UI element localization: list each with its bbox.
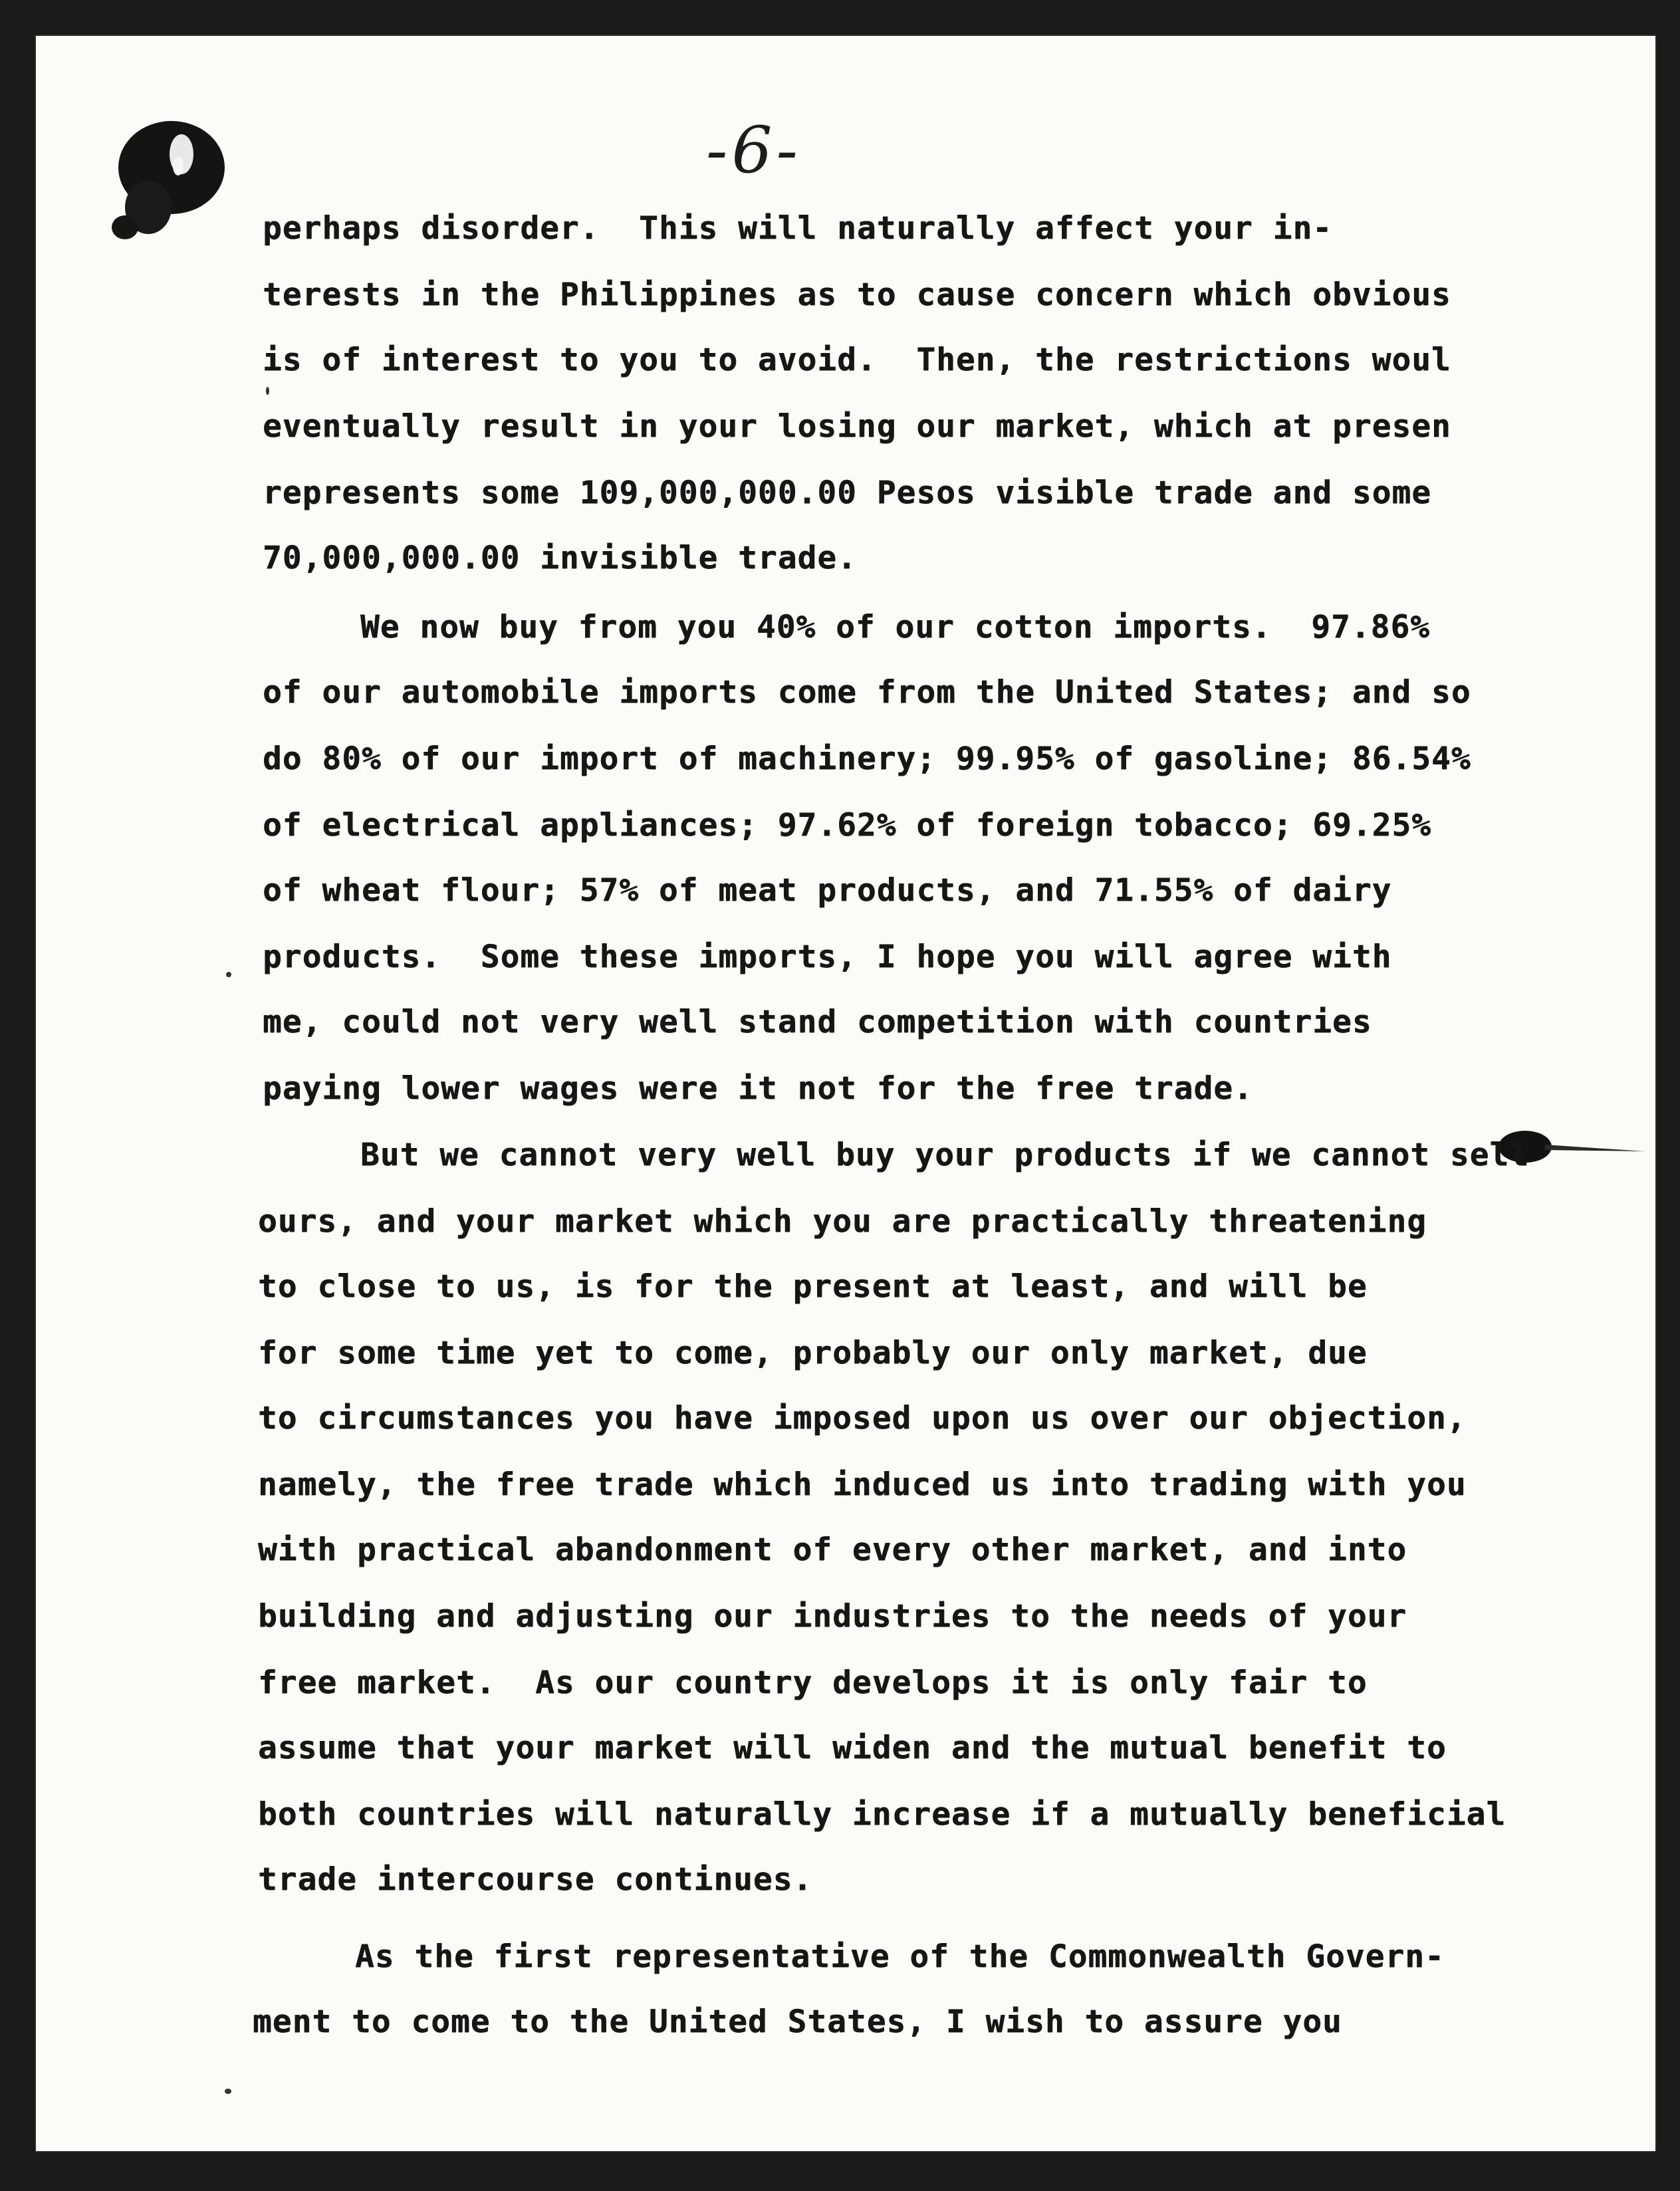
- text-line: free market. As our country develops it is only fair to: [258, 1665, 1368, 1701]
- text-line: building and adjusting our industries to the needs of your: [258, 1598, 1407, 1635]
- text-line: of our automobile imports come from the United States; and so: [263, 674, 1471, 711]
- text-line: with practical abandonment of every other market, and into: [258, 1532, 1407, 1568]
- page-number: -6-: [706, 113, 802, 187]
- text-line: to circumstances you have imposed upon us over our objection,: [258, 1400, 1467, 1437]
- text-line: perhaps disorder. This will naturally affect your in-: [263, 210, 1333, 247]
- text-line: ours, and your market which you are practically threatening: [258, 1203, 1427, 1240]
- text-line: represents some 109,000,000.00 Pesos visible trade and some: [263, 475, 1432, 511]
- text-line: paying lower wages were it not for the free trade.: [263, 1070, 1253, 1107]
- ink-speck: [225, 2089, 231, 2094]
- text-line: for some time yet to come, probably our only market, due: [258, 1335, 1368, 1371]
- text-line: me, could not very well stand competition with countries: [263, 1004, 1372, 1040]
- text-line: of electrical appliances; 97.62% of foreign tobacco; 69.25%: [263, 807, 1432, 844]
- text-line: both countries will naturally increase if a mutually beneficial: [258, 1796, 1506, 1833]
- text-line: As the first representative of the Commonwealth Govern-: [355, 1938, 1445, 1975]
- text-line: But we cannot very well buy your products if we cannot sell: [360, 1137, 1530, 1173]
- text-line: to close to us, is for the present at least, and will be: [258, 1268, 1368, 1305]
- text-line: 70,000,000.00 invisible trade.: [263, 540, 857, 576]
- text-line: terests in the Philippines as to cause concern which obvious: [263, 277, 1451, 313]
- ink-blot: [85, 94, 245, 254]
- text-line: We now buy from you 40% of our cotton imports. 97.86%: [360, 609, 1431, 645]
- text-line: of wheat flour; 57% of meat products, and 71.55% of dairy: [263, 872, 1392, 909]
- text-line: is of interest to you to avoid. Then, the restrictions woul: [263, 342, 1451, 378]
- ink-speck: [266, 387, 269, 395]
- ink-speck: [226, 972, 231, 977]
- text-line: assume that your market will widen and the mutual benefit to: [258, 1730, 1447, 1766]
- text-line: products. Some these imports, I hope you will agree with: [263, 939, 1392, 975]
- text-line: namely, the free trade which induced us into trading with you: [258, 1466, 1467, 1503]
- text-line: eventually result in your losing our market, which at presen: [263, 408, 1451, 445]
- text-line: ment to come to the United States, I wish to assure you: [253, 2004, 1342, 2040]
- text-line: do 80% of our import of machinery; 99.95% of gasoline; 86.54%: [263, 741, 1471, 777]
- text-line: trade intercourse continues.: [258, 1861, 813, 1898]
- document-page: [35, 35, 1657, 2152]
